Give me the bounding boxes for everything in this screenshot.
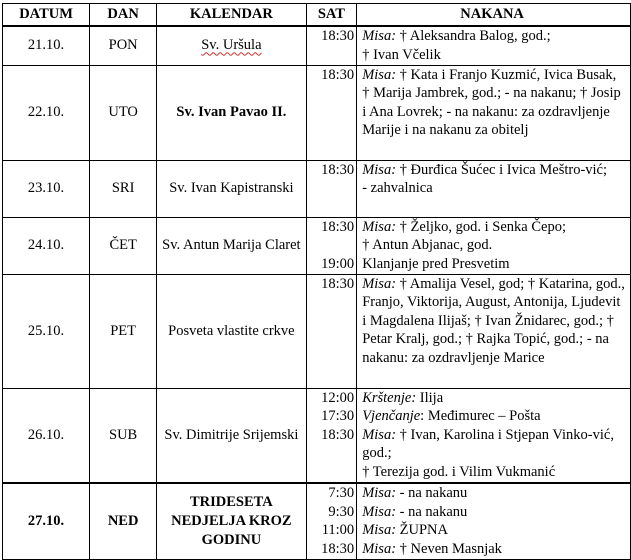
row-intentions bbox=[357, 160, 631, 217]
row-times bbox=[306, 483, 357, 559]
table-row bbox=[3, 26, 631, 65]
time-gap bbox=[307, 236, 355, 255]
row-times bbox=[306, 217, 357, 274]
intention-line: Misa: ŽUPNA bbox=[362, 522, 448, 539]
row-day: NED bbox=[90, 483, 157, 559]
schedule-table bbox=[2, 3, 631, 560]
time: 18:30 bbox=[321, 218, 355, 235]
row-times bbox=[306, 26, 357, 65]
intention-line: Misa: † Aleksandra Balog, god.; bbox=[362, 28, 551, 44]
row-date: 26.10. bbox=[3, 388, 90, 483]
row-date: 23.10. bbox=[3, 160, 90, 217]
time: 17:30 bbox=[321, 408, 355, 425]
row-day: PON bbox=[90, 26, 157, 65]
time: 18:30 bbox=[321, 28, 355, 44]
table-row bbox=[3, 65, 631, 160]
row-day: SUB bbox=[90, 388, 157, 483]
row-day: SRI bbox=[90, 160, 157, 217]
intention-line: Klanjanje pred Presvetim bbox=[362, 255, 510, 272]
time: 18:30 bbox=[321, 540, 355, 557]
row-day: UTO bbox=[90, 65, 157, 160]
row-times bbox=[306, 65, 357, 160]
row-calendar: Posveta vlastite crkve bbox=[157, 274, 306, 388]
row-date: 21.10. bbox=[3, 26, 90, 65]
row-calendar: Sv. Ivan Pavao II. bbox=[157, 65, 306, 160]
row-calendar: Sv. Ivan Kapistranski bbox=[157, 160, 306, 217]
row-date: 27.10. bbox=[3, 483, 90, 559]
table-row bbox=[3, 483, 631, 559]
row-intentions bbox=[357, 26, 631, 65]
row-date: 24.10. bbox=[3, 217, 90, 274]
row-date: 25.10. bbox=[3, 274, 90, 388]
header-kalendar: KALENDAR bbox=[157, 4, 306, 27]
time: 19:00 bbox=[321, 255, 355, 272]
intention-line: † Ivan Včelik bbox=[362, 46, 441, 63]
row-times bbox=[306, 160, 357, 217]
intention-line: Misa: † Željko, god. i Senka Čepo; bbox=[362, 218, 566, 235]
intention-line: † Terezija god. i Vilim Vukmanić bbox=[362, 463, 556, 480]
header-row bbox=[3, 4, 631, 27]
intention-line: Misa: † Đurđica Šućec i Ivica Meštro-vić; bbox=[362, 161, 608, 178]
row-times bbox=[306, 274, 357, 388]
intention-line: Misa: † Ivan, Karolina i Stjepan Vinko-vić, god.; bbox=[362, 426, 614, 462]
intention-line: - zahvalnica bbox=[362, 180, 433, 197]
row-day: PET bbox=[90, 274, 157, 388]
time: 18:30 bbox=[321, 426, 355, 443]
row-intentions bbox=[357, 217, 631, 274]
row-calendar: Sv. Antun Marija Claret bbox=[157, 217, 306, 274]
intention-line: Vjenčanje: Međimurec – Pošta bbox=[362, 408, 541, 425]
header-nakana: NAKANA bbox=[357, 4, 631, 27]
time: 12:00 bbox=[321, 389, 355, 406]
row-intentions bbox=[357, 483, 631, 559]
intention-text: † Kata i Franjo Kuzmić, Ivica Busak, † Marija Jambrek, god.; - na nakanu; † Josip i Ana Lovrek; - na nakanu: za ozdravljenje Marije i na nakanu za obitelj bbox=[362, 66, 621, 139]
table-row bbox=[3, 217, 631, 274]
row-date: 22.10. bbox=[3, 65, 90, 160]
table-row bbox=[3, 160, 631, 217]
row-calendar: TRIDESETA NEDJELJA KROZ GODINU bbox=[157, 483, 306, 559]
header-datum: DATUM bbox=[3, 4, 90, 27]
row-times bbox=[306, 388, 357, 483]
row-calendar: Sv. Dimitrije Srijemski bbox=[157, 388, 306, 483]
intention-text: † Amalija Vesel, god; † Katarina, god., Franjo, Viktorija, August, Antonija, Ljudevit i Magdalena Ilijaš; † Ivan Žnidarec, god.; † Petar Kralj, god.; † Rajka Topić, god.; - na nakanu: za ozdravljenje Marice bbox=[362, 275, 625, 366]
schedule-table-wrapper bbox=[2, 3, 631, 560]
intention-line: Misa: † Neven Masnjak bbox=[362, 540, 502, 557]
table-row bbox=[3, 274, 631, 388]
time: 11:00 bbox=[321, 522, 355, 539]
header-sat: SAT bbox=[306, 4, 357, 27]
intention-line: † Antun Abjanac, god. bbox=[362, 237, 493, 254]
intention-line: Misa: - na nakanu bbox=[362, 503, 468, 520]
time: 7:30 bbox=[328, 485, 355, 501]
row-calendar bbox=[157, 26, 306, 65]
table-row bbox=[3, 388, 631, 483]
row-intentions bbox=[357, 388, 631, 483]
time: 18:30 bbox=[321, 161, 355, 178]
calendar-text: Sv. Uršula bbox=[201, 37, 262, 54]
row-intentions: Misa: † Amalija Vesel, god; † Katarina, god., Franjo, Viktorija, August, Antonija, Ljudevit i Magdalena Ilijaš; † Ivan Žnidarec, god.; † Petar Kralj, god.; † Rajka Topić, god.; - na nakanu: za ozdravljenje Marice bbox=[357, 274, 631, 388]
header-dan: DAN bbox=[90, 4, 157, 27]
time: 18:30 bbox=[321, 66, 355, 83]
row-intentions: Misa: † Kata i Franjo Kuzmić, Ivica Busak, † Marija Jambrek, god.; - na nakanu; † Josip i Ana Lovrek; - na nakanu: za ozdravljenje Marije i na nakanu za obitelj bbox=[357, 65, 631, 160]
row-day: ČET bbox=[90, 217, 157, 274]
time: 18:30 bbox=[321, 275, 355, 292]
intention-line: Krštenje: Ilija bbox=[362, 389, 444, 406]
time: 9:30 bbox=[328, 503, 355, 520]
intention-line: Misa: - na nakanu bbox=[362, 485, 468, 501]
